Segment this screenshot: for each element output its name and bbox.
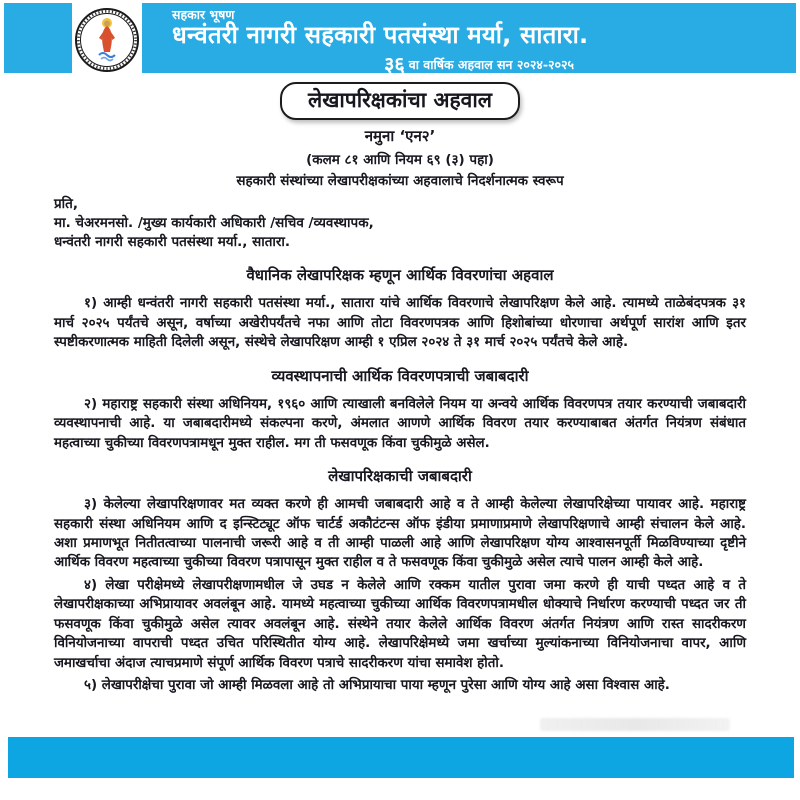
header-banner [4, 3, 796, 77]
faint-watermark [540, 718, 730, 731]
section-heading: वैधानिक लेखापरिक्षक म्हणून आर्थिक विवरणांचा अहवाल [246, 266, 554, 285]
paragraph-2: २) महाराष्ट्र सहकारी संस्था अधिनियम, १९६० आणि त्याखाली बनविलेले नियम या अन्वये आर्थिक विवरणपत्र तयार करण्याची जबाबदारी व्यवस्थापनाची आहे. या जबाबदारीमध्ये संकल्पना करणे, अंमलात आणणे आर्थिक विवरण तयार करण्याबाबत अंतर्गत नियंत्रण संबंधात महत्वाच्या चुकीच्या विवरणपत्रामधून मुक्त राहील. मग ती फसवणूक किंवा चुकीमुळे असेल. [54, 396, 746, 451]
addressee-salutation: प्रति, [54, 196, 79, 212]
paragraph-4: ४) लेखा परीक्षेमध्ये लेखापरीक्षणामधील जे उघड न केलेले आणि रक्कम यातील पुरावा जमा करणे ही याची पध्दत आहे व ते लेखापरीक्षकाच्या अभिप्रायावर अवलंबून आहे. यामध्ये महत्वाच्या चुकीच्या आर्थिक विवरणपत्रामधील धोक्याचे निर्धारण करण्याची पध्दत जर ती फसवणूक किंवा चुकीमुळे असेल त्यावर अवलंबून आहे. संस्थेने तयार केलेले आर्थिक विवरण अंतर्गत नियंत्रण आणि रास्त सादरीकरण विनियोजनाच्या वापराची पध्दत उचित परिस्थितीत योग्य आहे. लेखापरिक्षेमध्ये जमा खर्चाच्या मुल्यांकनाच्या विनियोजनाचा वापर, आणि जमाखर्चाचा अंदाज त्याचप्रमाणे संपूर्ण आर्थिक विवरण पत्राचे सादरीकरण यांचा समावेश होतो. [54, 577, 746, 671]
section-auditor-responsibility [54, 466, 746, 695]
clause-reference-line: (कलम ८१ आणि नियम ६९ (३) पहा) [306, 152, 494, 168]
society-emblem-logo [75, 8, 139, 72]
header-left-blue-block [4, 3, 72, 73]
header-tagline: सहकार भूषण [172, 7, 235, 22]
section-statutory-audit-report [54, 265, 746, 352]
report-title-badge: लेखापरिक्षकांचा अहवाल [280, 82, 520, 120]
addressee-designations: मा. चेअरमनसो. /मुख्य कार्यकारी अधिकारी /सचिव /व्यवस्थापक, [54, 215, 374, 232]
form-name-line: नमुना ‘एन२’ [364, 127, 436, 145]
addressee-block [54, 195, 746, 252]
annual-report-number: ३६ [383, 52, 405, 77]
title-badge-row [54, 82, 746, 120]
annual-report-suffix: वा वार्षिक अहवाल सन २०२४-२०२५ [408, 57, 575, 73]
paragraph-3: ३) केलेल्या लेखापरिक्षणावर मत व्यक्त करणे ही आमची जबाबदारी आहे व ते आम्ही केलेल्या लेखापरिक्षेच्या पायावर आहे. महाराष्ट्र सहकारी संस्था अधिनियम आणि द इन्स्टिट्यूट ऑफ चार्टर्ड अकौटंटन्स ऑफ इंडीया प्रमाणाप्रमाणे लेखापरिक्षणाचे आम्ही संचालन केले आहे. अशा प्रमाणभूत नितीतत्वाच्या पालनाची जरूरी आहे व ती आम्ही पाळली आहे आणि लेखापरिक्षण योग्य आश्वासनपूर्ती मिळविण्याच्या दृष्टीने आर्थिक विवरण महत्वाच्या चुकीच्या विवरण पत्रापासून मुक्त राहील व ते फसवणूक किंवा चुकीमुळे असेल त्याचे पालन आम्ही केले आहे. [54, 497, 746, 571]
document-body [54, 78, 746, 698]
header-text-block [142, 3, 796, 77]
form-description-line: सहकारी संस्थांच्या लेखापरीक्षकांच्या अहवालाचे निदर्शनात्मक स्वरूप [236, 173, 564, 189]
annual-report-line [172, 50, 786, 77]
section-management-responsibility [54, 366, 746, 453]
addressee-organization: धन्वंतरी नागरी सहकारी पतसंस्था मर्या., सातारा. [54, 234, 291, 251]
footer-blue-band [8, 737, 794, 778]
header-logo-container [72, 3, 142, 73]
organization-name: धन्वंतरी नागरी सहकारी पतसंस्था मर्या, सातारा. [172, 20, 589, 49]
paragraph-5: ५) लेखापरीक्षेचा पुरावा जो आम्ही मिळवला आहे तो अभिप्रायाचा पाया म्हणून पुरेसा आणि योग्य आहे असा विश्वास आहे. [84, 678, 670, 694]
section-heading: लेखापरिक्षकाची जबाबदारी [328, 467, 472, 486]
section-heading: व्यवस्थापनाची आर्थिक विवरणपत्राची जबाबदारी [271, 366, 529, 385]
paragraph-1: १) आम्ही धन्वंतरी नागरी सहकारी पतसंस्था मर्या., सातारा यांचे आर्थिक विवरणाचे लेखापरिक्षण केले आहे. त्यामध्ये ताळेबंदपत्रक ३१ मार्च २०२५ पर्यंतचे असून, वर्षाच्या अखेरीपर्यंतचे नफा आणि तोटा विवरणपत्रक आणि हिशोबांच्या धोरणाचा अर्थपूर्ण सारांश आणि इतर स्पष्टीकरणात्मक माहिती दिलेली असून, संस्थेचे लेखापरिक्षण आम्ही १ एप्रिल २०२४ ते ३१ मार्च २०२५ पर्यंतचे केले आहे. [54, 296, 746, 351]
